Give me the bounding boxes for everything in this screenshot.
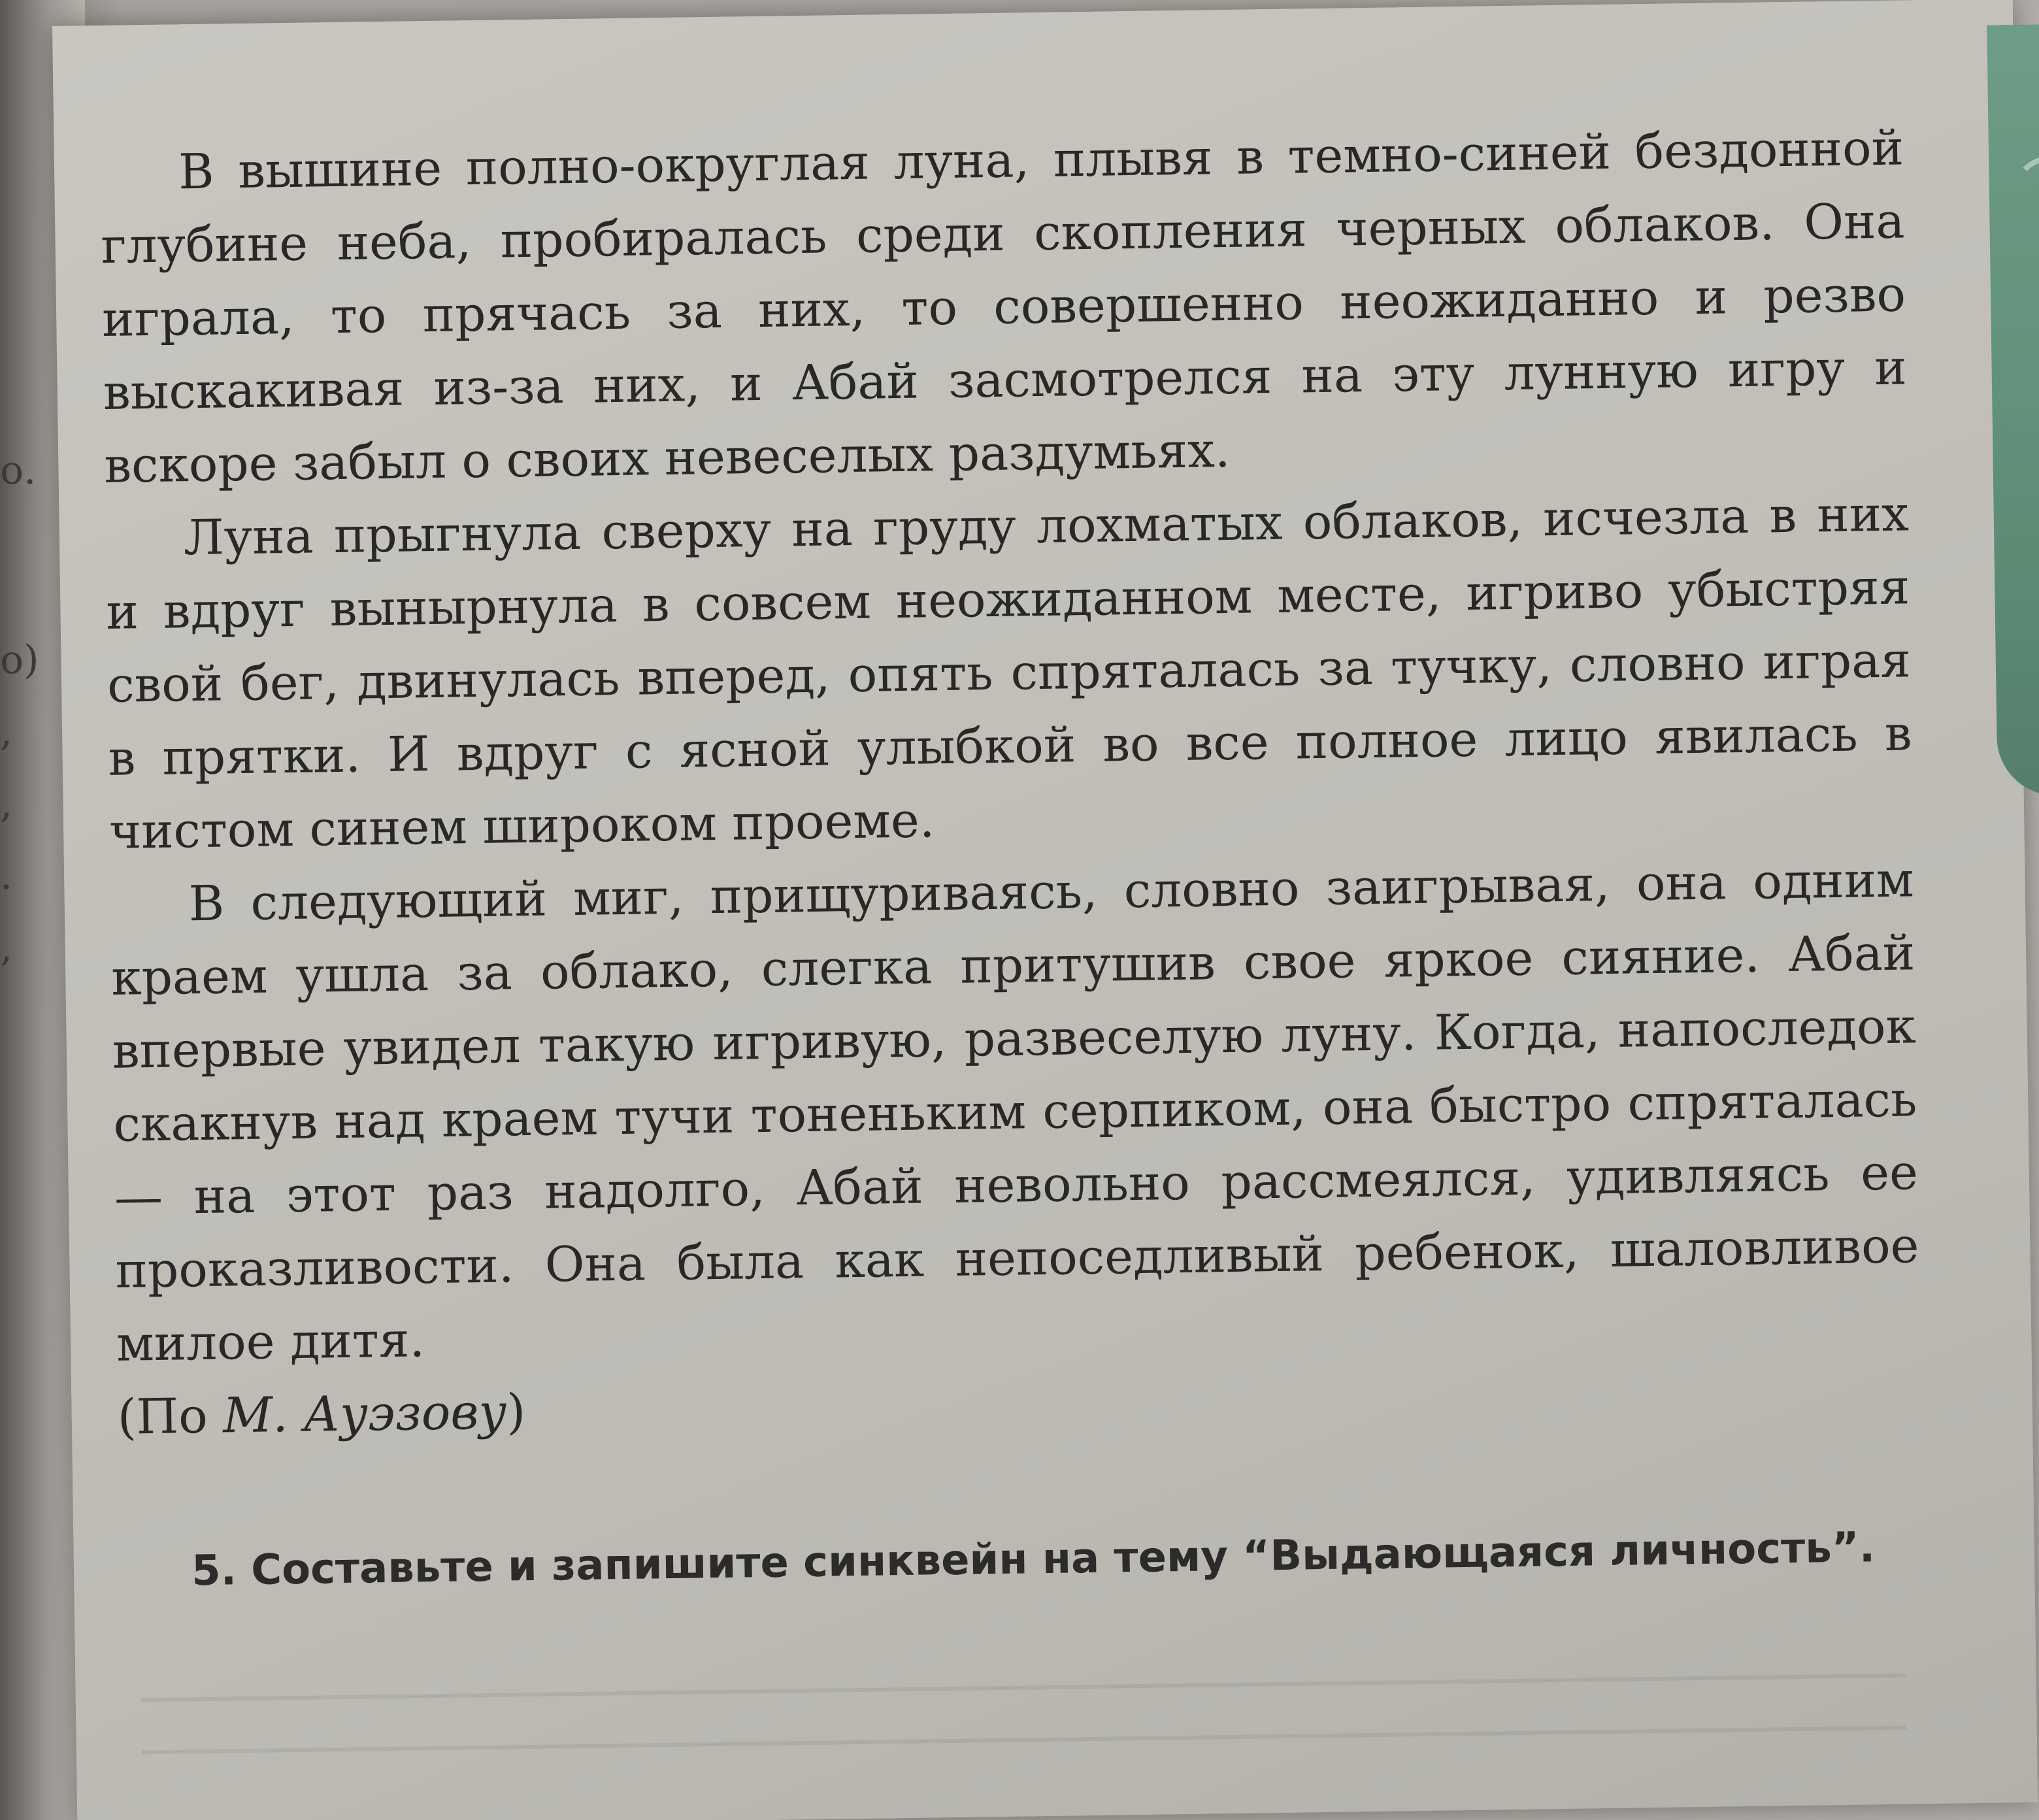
margin-fragment: . xyxy=(0,853,13,899)
margin-fragment: , xyxy=(0,781,13,827)
book-page xyxy=(52,0,2038,1820)
attribution-author: М. Ауэзову xyxy=(222,1383,507,1444)
attribution-prefix: (По xyxy=(117,1387,224,1446)
paragraph: В следующий миг, прищуриваясь, словно заигрывая, она одним краем ушла за облако, слегка притушив свое яркое сияние. Абай впервые увидел такую игривую, развеселую луну. Когда, напоследок скакнув над краем тучи тоненьким серпиком, она быстро спряталась — на этот раз надолго, Абай невольно рассмеялся, удивляясь ее проказливости. Она была как непоседливый ребенок, шаловливое милое дитя. xyxy=(110,852,1919,1372)
bleed-through-line xyxy=(141,1674,1906,1702)
swirl-ornament-icon xyxy=(2011,154,2039,238)
margin-fragment: , xyxy=(0,925,13,970)
exercise-task: 5. Составьте и запишите синквейн на тему “Выдающаяся личность”. xyxy=(191,1523,1876,1596)
paragraph: В вышине полно-округлая луна, плывя в темно-синей бездонной глубине неба, пробиралась среди скопления черных облаков. Она играла, то прячась за них, то совершенно неожиданно и резво выскакивая из-за них, и Абай засмотрелся на эту лунную игру и вскоре забыл о своих невеселых раздумьях. xyxy=(101,120,1908,494)
paragraph: Луна прыгнула сверху на груду лохматых облаков, исчезла в них и вдруг вынырнула в совсем неожиданном месте, игриво убыстряя свой бег, двинулась вперед, опять спряталась за тучку, словно играя в прятки. И вдруг с ясной улыбкой во все полное лицо явилась в чистом синем широком проеме. xyxy=(105,486,1912,860)
attribution-suffix: ) xyxy=(506,1383,526,1440)
margin-fragment: о. xyxy=(0,448,37,493)
chapter-tab xyxy=(1987,24,2039,796)
bleed-through-line xyxy=(142,1726,1906,1755)
story-text xyxy=(99,111,1921,1453)
margin-fragment: о) xyxy=(0,637,39,683)
margin-fragment: , xyxy=(0,709,13,755)
